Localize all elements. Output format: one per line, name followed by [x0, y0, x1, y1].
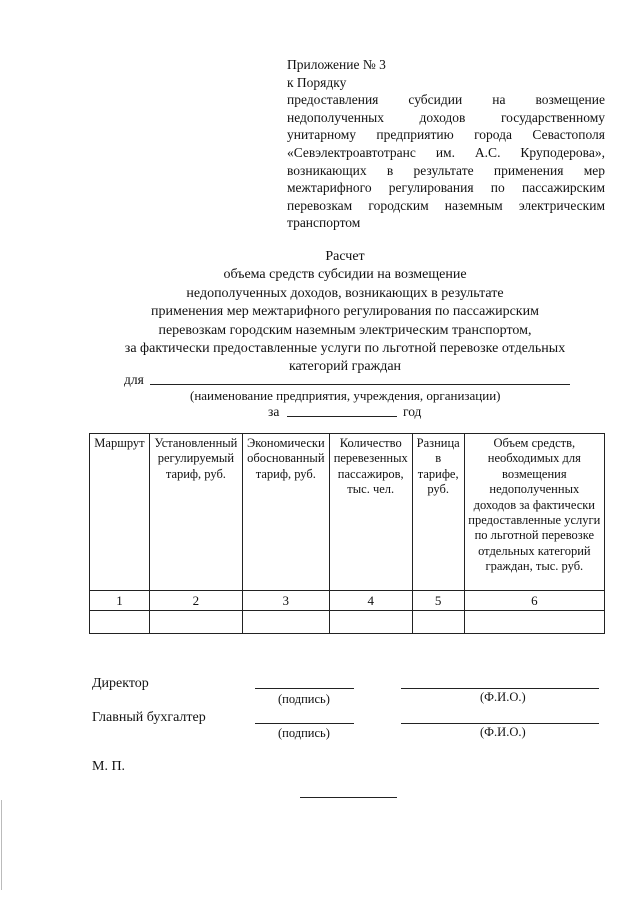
director-signature-field[interactable]: [255, 676, 354, 689]
table-cell[interactable]: [242, 611, 329, 634]
director-label: Директор: [92, 676, 149, 691]
table-cell[interactable]: [464, 611, 604, 634]
annex-body-line: унитарному предприятию города Севастополя: [287, 127, 605, 143]
year-suffix: год: [403, 404, 422, 419]
column-number: 3: [242, 591, 329, 611]
title-line: перевозкам городским наземным электрическим транспортом,: [158, 322, 532, 338]
header-route: Маршрут: [90, 434, 150, 591]
title-heading: Расчет: [325, 249, 365, 264]
title-line: недополученных доходов, возникающих в результате: [186, 285, 504, 301]
scan-edge-mark: [1, 800, 2, 890]
header-passengers: Количество перевезенных пассажиров, тыс. чел.: [329, 434, 412, 591]
column-number: 5: [412, 591, 464, 611]
header-subsidy-amount: Объем средств, необходимых для возмещения недополученных доходов за фактически предоставленные услуги по льготной перевозке отдельных категорий граждан, тыс. руб.: [464, 434, 604, 591]
annex-body-line: межтарифного регулирования по пассажирским: [287, 180, 605, 196]
signature-caption: (подпись): [278, 726, 330, 740]
annex-body-line: «Севэлектроавтотранс им. А.С. Круподерова»,: [287, 144, 605, 160]
signature-caption: (подпись): [278, 692, 330, 706]
table-row: [90, 611, 605, 634]
header-tariff-difference: Разница в тарифе, руб.: [412, 434, 464, 591]
annex-body-line: предоставления субсидии на возмещение: [287, 92, 605, 108]
title-line: за фактически предоставленные услуги по льготной перевозке отдельных: [124, 341, 566, 357]
column-number: 2: [149, 591, 242, 611]
calculation-table: [89, 433, 605, 634]
column-number: 4: [329, 591, 412, 611]
column-number: 1: [90, 591, 150, 611]
title-line: категорий граждан: [288, 359, 402, 375]
year-field[interactable]: [287, 404, 397, 417]
table-cell[interactable]: [412, 611, 464, 634]
stamp-line: [300, 797, 397, 798]
annex-body-line: транспортом: [287, 215, 361, 231]
document-title: [80, 248, 610, 377]
year-prefix: за: [268, 404, 280, 419]
annex-body-line: возникающих в результате применения мер: [287, 162, 605, 178]
annex-body-line: недополученных доходов государственному: [287, 109, 605, 125]
annex-number: Приложение № 3: [287, 57, 386, 72]
column-number: 6: [464, 591, 604, 611]
organization-name-field[interactable]: [150, 372, 570, 385]
for-label: для: [124, 372, 144, 387]
name-caption: (Ф.И.О.): [480, 725, 526, 739]
stamp-label: М. П.: [92, 759, 126, 774]
title-line: применения мер межтарифного регулирования по пассажирским: [151, 304, 539, 320]
annex-header: [287, 56, 605, 232]
director-name-field[interactable]: [401, 676, 599, 689]
annex-reference: к Порядку: [287, 74, 347, 90]
table-row: [90, 591, 605, 611]
title-line: объема средств субсидии на возмещение: [223, 267, 467, 283]
chief-accountant-label: Главный бухгалтер: [92, 710, 206, 725]
accountant-signature-field[interactable]: [255, 711, 354, 724]
header-regulated-tariff: Установленный регулируемый тариф, руб.: [149, 434, 242, 591]
name-caption: (Ф.И.О.): [480, 690, 526, 704]
table-cell[interactable]: [329, 611, 412, 634]
accountant-name-field[interactable]: [401, 711, 599, 724]
table-cell[interactable]: [90, 611, 150, 634]
organization-caption: (наименование предприятия, учреждения, организации): [190, 388, 501, 403]
table-header-row: [90, 434, 605, 591]
table-cell[interactable]: [149, 611, 242, 634]
annex-body-line: перевозкам городским наземным электрическим: [287, 197, 605, 213]
header-economic-tariff: Экономически обоснованный тариф, руб.: [242, 434, 329, 591]
